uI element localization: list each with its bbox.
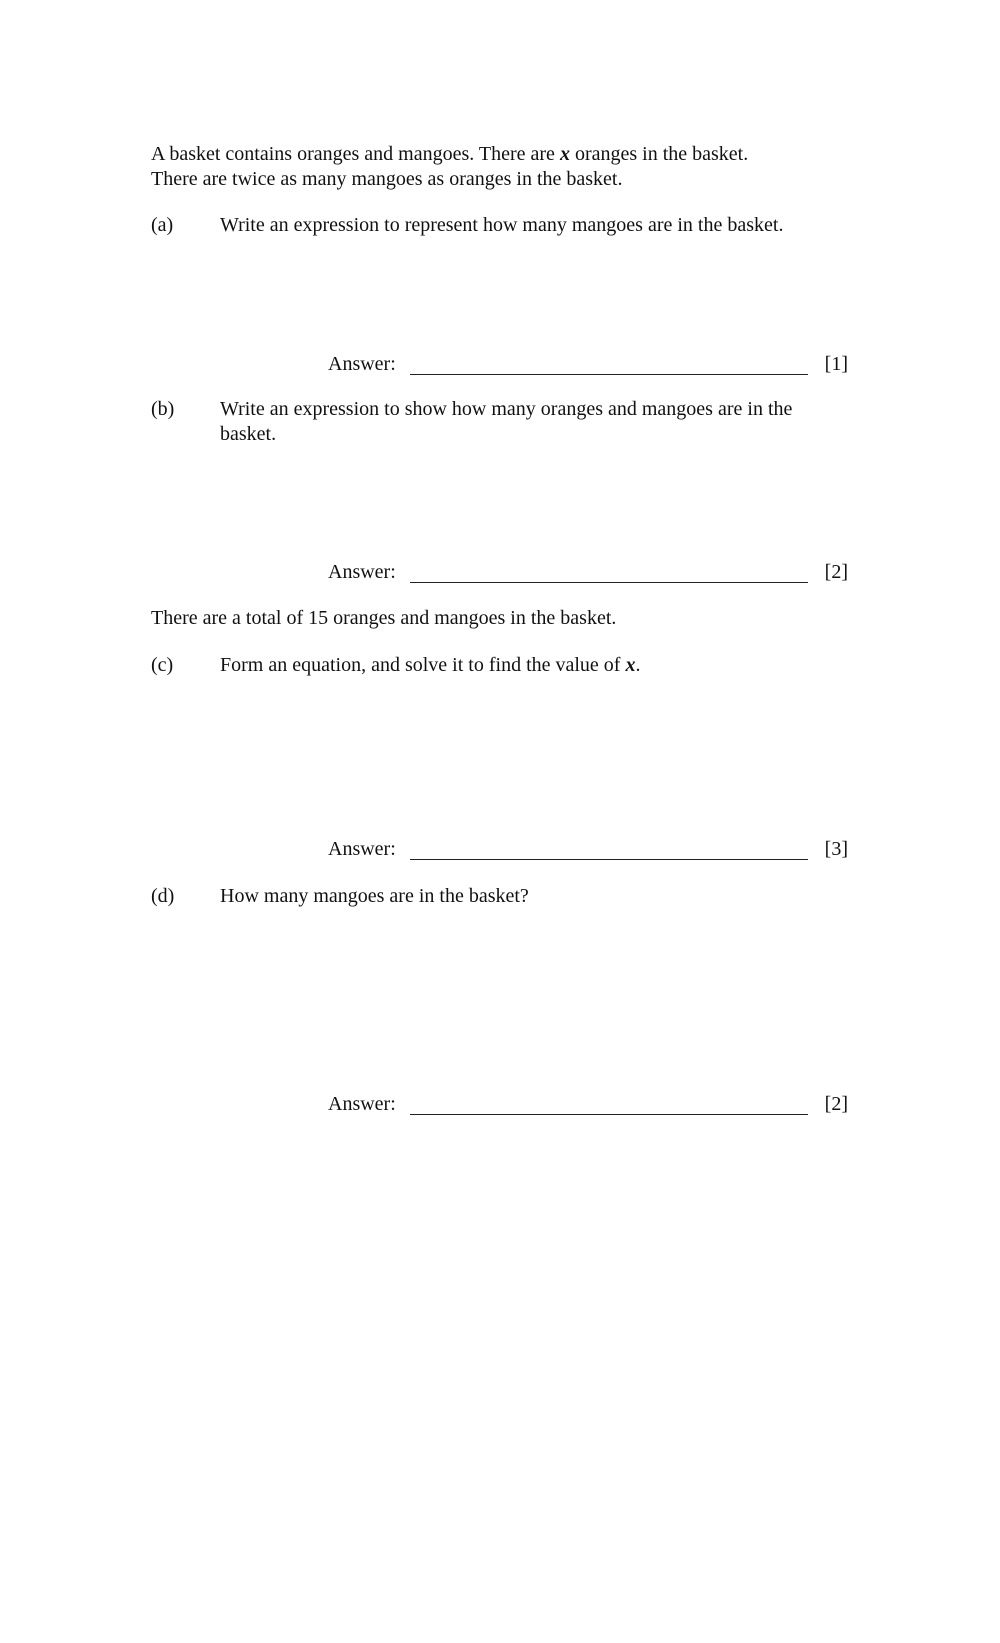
answer-a-label: Answer:: [328, 353, 396, 375]
answer-row-c: [328, 837, 848, 865]
question-a-text: Write an expression to represent how many mangoes are in the basket.: [220, 214, 784, 236]
question-c-text-end: .: [635, 654, 641, 676]
marks-b: [2]: [824, 561, 848, 583]
answer-c-label: Answer:: [328, 838, 396, 860]
question-d-text: How many mangoes are in the basket?: [220, 885, 529, 907]
intro-line-2: There are twice as many mangoes as oranges in the basket.: [151, 168, 623, 190]
answer-d-label: Answer:: [328, 1093, 396, 1115]
intro-line-1-end: oranges in the basket.: [569, 143, 749, 165]
answer-d-line[interactable]: [410, 1114, 808, 1115]
answer-b-line[interactable]: [410, 582, 808, 583]
question-a-label: (a): [151, 214, 174, 236]
question-b-text: Write an expression to show how many oranges and mangoes are in the basket.: [220, 398, 793, 445]
answer-c-line[interactable]: [410, 859, 808, 860]
total-note: There are a total of 15 oranges and mangoes in the basket.: [151, 607, 617, 629]
marks-d: [2]: [824, 1093, 848, 1115]
answer-a-line[interactable]: [410, 374, 808, 375]
intro-line-1: [151, 142, 851, 167]
answer-row-b: [328, 560, 848, 588]
question-b-label: (b): [151, 398, 175, 420]
question-d-label: (d): [151, 885, 175, 907]
question-c-text: [220, 653, 845, 678]
question-b: [151, 397, 851, 447]
question-c-text-start: Form an equation, and solve it to find the value of: [220, 654, 626, 676]
answer-row-a: [328, 352, 848, 380]
answer-b-label: Answer:: [328, 561, 396, 583]
question-c-label: (c): [151, 654, 174, 676]
answer-row-d: [328, 1092, 848, 1120]
question-c-variable: x: [625, 654, 636, 676]
intro-line-1-start: A basket contains oranges and mangoes. There are: [151, 143, 560, 165]
marks-c: [3]: [824, 838, 848, 860]
problem-intro: [151, 142, 851, 192]
marks-a: [1]: [824, 353, 848, 375]
intro-variable: x: [559, 143, 570, 165]
